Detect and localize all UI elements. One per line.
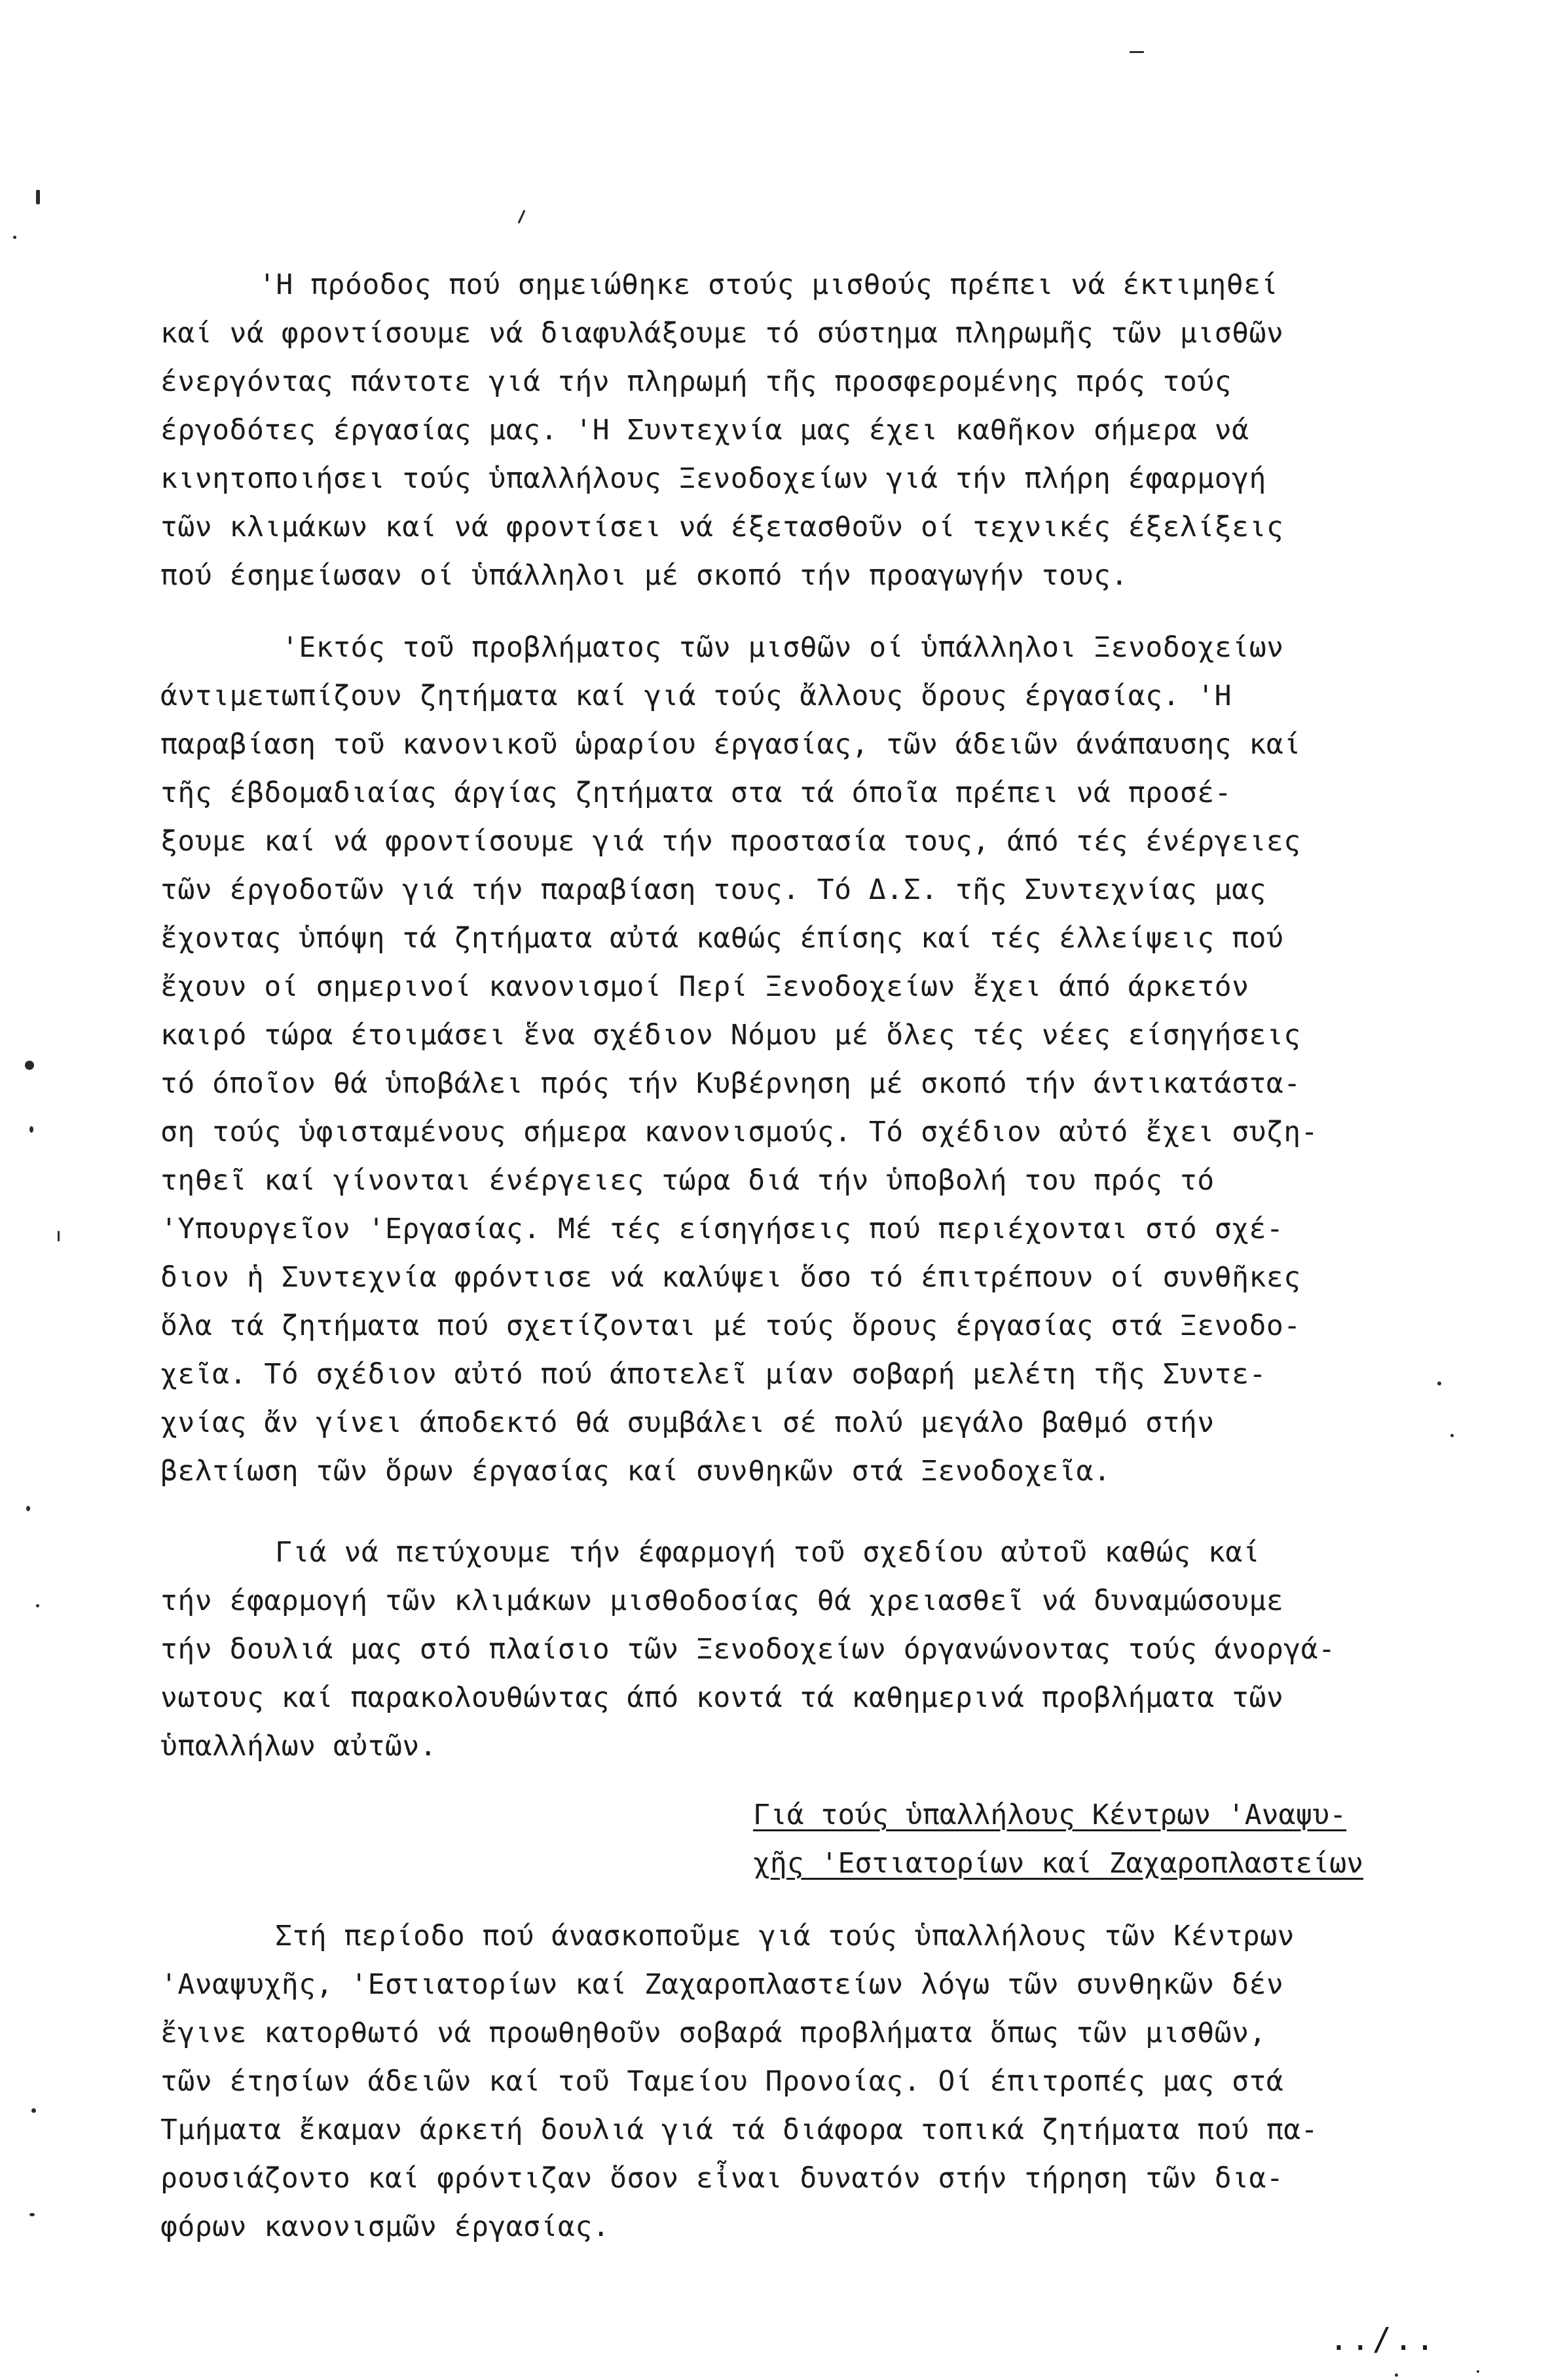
text-line: πού έσημείωσαν οί ὑπάλληλοι μέ σκοπό τήν προαγωγήν τους.	[160, 559, 1128, 592]
text-line: τό όποῖον θά ὑποβάλει πρός τήν Κυβέρνηση μέ σκοπό τήν άντικατάστα-	[160, 1067, 1301, 1100]
paragraph-wages	[160, 261, 1503, 600]
scan-speck	[1437, 1382, 1441, 1385]
scan-speck	[26, 1506, 30, 1511]
text-line: 'Υπουργεῖον 'Εργασίας. Μέ τές είσηγήσεις πού περιέχονται στό σχέ-	[160, 1213, 1284, 1245]
text-line: χνίας ἄν γίνει άποδεκτό θά συμβάλει σέ πολύ μεγάλο βαθμό στήν	[160, 1406, 1215, 1439]
paragraph-working-conditions	[160, 623, 1503, 1495]
text-line: ένεργόντας πάντοτε γιά τήν πληρωμή τῆς προσφερομένης πρός τούς	[160, 365, 1232, 398]
text-line: καί νά φροντίσουμε νά διαφυλάξουμε τό σύστημα πληρωμῆς τῶν μισθῶν	[160, 317, 1284, 350]
paragraph-implementation	[160, 1528, 1503, 1770]
text-line: 'Η πρόοδος πού σημειώθηκε στούς μισθούς πρέπει νά έκτιμηθεί	[259, 268, 1278, 301]
scan-speck	[1450, 1434, 1454, 1437]
text-line: τῆς έβδομαδιαίας άργίας ζητήματα στα τά όποῖα πρέπει νά προσέ-	[160, 777, 1232, 809]
text-line: ξουμε καί νά φροντίσουμε γιά τήν προστασία τους, άπό τές ένέργειες	[160, 825, 1301, 858]
scan-speck	[36, 190, 40, 204]
text-line: ἔχοντας ὑπόψη τά ζητήματα αὐτά καθώς έπίσης καί τές έλλείψεις πού	[160, 922, 1284, 955]
text-line: καιρό τώρα έτοιμάσει ἕνα σχέδιον Νόμου μέ ὅλες τές νέες είσηγήσεις	[160, 1019, 1301, 1052]
page-continuation-mark: ../..	[1329, 2321, 1437, 2358]
text-line: χεῖα. Τό σχέδιον αὐτό πού άποτελεῖ μίαν σοβαρή μελέτη τῆς Συντε-	[160, 1358, 1266, 1391]
text-line: ὑπαλλήλων αὐτῶν.	[160, 1730, 437, 1763]
text-line: ὅλα τά ζητήματα πού σχετίζονται μέ τούς ὅρους έργασίας στά Ξενοδο-	[160, 1309, 1301, 1342]
section-heading	[753, 1791, 1493, 1888]
text-line: Στή περίοδο πού άνασκοποῦμε γιά τούς ὑπαλλήλους τῶν Κέντρων	[275, 1920, 1295, 1952]
scan-speck	[29, 2213, 35, 2216]
text-line: τήν έφαρμογή τῶν κλιμάκων μισθοδοσίας θά χρειασθεῖ νά δυναμώσουμε	[160, 1584, 1284, 1617]
scan-speck	[13, 236, 16, 239]
heading-line: Γιά τούς ὑπαλλήλους Κέντρων 'Αναψυ-	[753, 1799, 1347, 1831]
text-line: φόρων κανονισμῶν έργασίας.	[160, 2210, 610, 2243]
text-line: τῶν έργοδοτῶν γιά τήν παραβίαση τους. Τό Δ.Σ. τῆς Συντεχνίας μας	[160, 873, 1266, 906]
text-line: βελτίωση τῶν ὅρων έργασίας καί συνθηκῶν στά Ξενοδοχεῖα.	[160, 1455, 1111, 1488]
text-line: έργοδότες έργασίας μας. 'Η Συντεχνία μας έχει καθῆκον σήμερα νά	[160, 414, 1249, 447]
text-line: 'Εκτός τοῦ προβλήματος τῶν μισθῶν οί ὑπάλληλοι Ξενοδοχείων	[282, 631, 1284, 664]
text-line: Τμήματα ἔκαμαν άρκετή δουλιά γιά τά διάφορα τοπικά ζητήματα πού πα-	[160, 2114, 1319, 2146]
paragraph-restaurant-employees	[160, 1912, 1503, 2251]
scan-speck	[29, 1126, 33, 1133]
scan-speck	[1130, 51, 1144, 53]
text-line: τήν δουλιά μας στό πλαίσιο τῶν Ξενοδοχείων όργανώνοντας τούς άνοργά-	[160, 1633, 1336, 1666]
text-line: διον ἡ Συντεχνία φρόντισε νά καλύψει ὅσο τό έπιτρέπουν οί συνθῆκες	[160, 1261, 1301, 1294]
text-line: Γιά νά πετύχουμε τήν έφαρμογή τοῦ σχεδίου αὐτοῦ καθώς καί	[275, 1536, 1261, 1569]
text-line: ἔγινε κατορθωτό νά προωθηθοῦν σοβαρά προβλήματα ὅπως τῶν μισθῶν,	[160, 2017, 1266, 2049]
scan-speck	[1395, 2373, 1398, 2377]
heading-line: χῆς 'Εστιατορίων καί Ζαχαροπλαστείων	[753, 1847, 1363, 1880]
scan-speck	[517, 210, 525, 223]
text-line: τῶν έτησίων άδειῶν καί τοῦ Ταμείου Προνοίας. Οί έπιτροπές μας στά	[160, 2065, 1284, 2098]
text-line: ση τούς ὑφισταμένους σήμερα κανονισμούς. Τό σχέδιον αὐτό ἔχει συζη-	[160, 1116, 1319, 1148]
text-line: κινητοποιήσει τούς ὑπαλλήλους Ξενοδοχείων γιά τήν πλήρη έφαρμογή	[160, 462, 1266, 495]
scan-speck	[36, 1604, 39, 1607]
text-line: ἔχουν οί σημερινοί κανονισμοί Περί Ξενοδοχείων ἔχει άπό άρκετόν	[160, 970, 1249, 1003]
text-line: τῶν κλιμάκων καί νά φροντίσει νά έξετασθοῦν οί τεχνικές έξελίξεις	[160, 511, 1284, 543]
scan-speck	[58, 1231, 60, 1241]
text-line: παραβίαση τοῦ κανονικοῦ ὡραρίου έργασίας, τῶν άδειῶν άνάπαυσης καί	[160, 728, 1301, 761]
text-line: τηθεῖ καί γίνονται ένέργειες τώρα διά τήν ὑποβολή του πρός τό	[160, 1164, 1215, 1197]
scan-speck	[1477, 2370, 1479, 2373]
text-line: νωτους καί παρακολουθώντας άπό κοντά τά καθημερινά προβλήματα τῶν	[160, 1681, 1284, 1714]
text-line: 'Αναψυχῆς, 'Εστιατορίων καί Ζαχαροπλαστείων λόγω τῶν συνθηκῶν δέν	[160, 1968, 1284, 2001]
text-line: ρουσιάζοντο καί φρόντιζαν ὅσον εἶναι δυνατόν στήν τήρηση τῶν δια-	[160, 2162, 1284, 2195]
scan-speck	[31, 2108, 36, 2113]
text-line: άντιμετωπίζουν ζητήματα καί γιά τούς ἄλλους ὅρους έργασίας. 'Η	[160, 680, 1232, 712]
scan-speck	[25, 1061, 34, 1070]
